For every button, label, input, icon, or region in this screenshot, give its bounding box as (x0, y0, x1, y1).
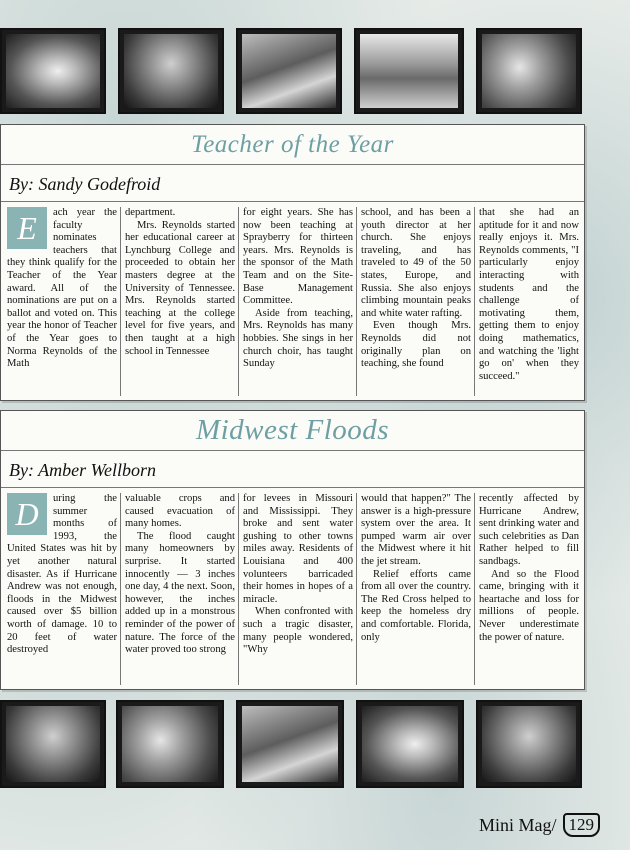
paragraph: for eight years. She has now been teaching at Sprayberry for thirteen years. Mrs. Reynolds is the sponsor of the Math Team and on the Site-Base Management Committee. (243, 207, 353, 307)
paragraph: Relief efforts came from all over the country. The Red Cross helped to keep the homeless dry and comfortable. Florida, only (361, 568, 471, 643)
article-teacher-of-the-year (0, 124, 585, 401)
drop-cap: E (7, 207, 47, 249)
article-columns (7, 493, 578, 685)
paragraph: Even though Mrs. Reynolds did not originally plan on teaching, she found (361, 320, 471, 370)
paragraph: that she had an aptitude for it and now really enjoys it. Mrs. Reynolds comments, "I particularly enjoy interacting with students and the challenge of motivating them, getting them to enjoy doing mathematics, and watching the 'light go on' when they succeed." (479, 207, 579, 382)
photo-band-group (116, 700, 224, 788)
bottom-photo-strip (0, 700, 630, 788)
column-divider (120, 207, 121, 396)
article-midwest-floods (0, 410, 585, 690)
top-photo-strip (0, 28, 630, 114)
article-column-1 (7, 493, 117, 685)
photo-couple-embrace (356, 700, 464, 788)
paragraph: Mrs. Reynolds started her educational career at Lynchburg College and proceeded to obtain her masters degree at the University of Tennessee. Mrs. Reynolds started teaching at the college level for five years, and then taught at a high school in Tennessee (125, 219, 235, 357)
drop-cap: D (7, 493, 47, 535)
article-column-3 (243, 493, 353, 685)
article-column-2 (125, 207, 235, 396)
article-column-3 (243, 207, 353, 396)
column-divider (238, 493, 239, 685)
column-divider (356, 493, 357, 685)
article-column-5 (479, 207, 579, 396)
photo-older-man (0, 700, 106, 788)
paragraph: Aside from teaching, Mrs. Reynolds has many hobbies. She sings in her church choir, has taught Sunday (243, 307, 353, 370)
article-title: Midwest Floods (195, 414, 390, 446)
photo-woman-smiling (0, 28, 106, 114)
article-title-band (1, 411, 584, 451)
photo-dark-haired-woman (476, 700, 582, 788)
paragraph: for levees in Missouri and Mississippi. They broke and sent water gushing to other towns miles away. Residents of Louisiana and 400 volunteers barricaded their homes in hopes of a miracle. (243, 493, 353, 605)
column-divider (356, 207, 357, 396)
paragraph: uring the summer months of 1993, the United States was hit by yet another natural disaster. As if Hurricane Andrew was not enough, floods in the Midwest caused over $5 billion worth of damage. 10 to 20 feet of water destroyed (7, 493, 117, 656)
paragraph: ach year the faculty nominates teachers that they think qualify for the Teacher of the Year award. All of the nominations are put on a ballot and voted on. This year the honor of Teacher of the Year goes to Norma Reynolds of the Math (7, 207, 117, 370)
paragraph: would that happen?" The answer is a high-pressure system over the area. It pumped warm air over the Midwest where it hit the jet stream. (361, 493, 471, 567)
paragraph: When confronted with such a tragic disaster, many people wondered, "Why (243, 606, 353, 656)
article-column-2 (125, 493, 235, 685)
page-number: 129 (563, 813, 601, 837)
article-column-5 (479, 493, 579, 685)
divider (1, 487, 584, 488)
paragraph: department. (125, 207, 176, 218)
photo-woman-portrait (476, 28, 582, 114)
photo-hooded-crowd (236, 28, 342, 114)
article-title-band (1, 125, 584, 165)
column-divider (238, 207, 239, 396)
paragraph: recently affected by Hurricane Andrew, sent drinking water and such celebrities as Dan Rather helped to fill sandbags. (479, 493, 579, 567)
article-title: Teacher of the Year (191, 130, 394, 158)
photo-cowboy-and-dancer (354, 28, 464, 114)
article-byline: By: Amber Wellborn (9, 460, 156, 480)
photo-flooded-houses (236, 700, 344, 788)
paragraph: valuable crops and caused evacuation of many homes. (125, 493, 235, 530)
article-column-4 (361, 493, 471, 685)
paragraph: school, and has been a youth director at her church. She enjoys traveling, and has traveled to 49 of the 50 states, Europe, and Russia. She also enjoys climbing mountain peaks and white water rafting. (361, 207, 471, 319)
column-divider (120, 493, 121, 685)
column-divider (474, 207, 475, 396)
column-divider (474, 493, 475, 685)
paragraph: And so the Flood came, bringing with it heartache and loss for millions of people. Never underestimate the power of nature. (479, 568, 579, 643)
page-footer (479, 813, 600, 837)
footer-label: Mini Mag/ (478, 814, 557, 835)
article-column-4 (361, 207, 471, 396)
divider (1, 201, 584, 202)
photo-man-in-beret (118, 28, 224, 114)
article-byline: By: Sandy Godefroid (9, 174, 161, 194)
paragraph: The flood caught many homeowners by surprise. It started innocently — 3 inches one day, 4 the next. Soon, however, the inches added up in a monstrous reminder of the power of nature. The force of the water proved too strong (125, 530, 235, 656)
article-columns (7, 207, 578, 396)
article-column-1 (7, 207, 117, 396)
